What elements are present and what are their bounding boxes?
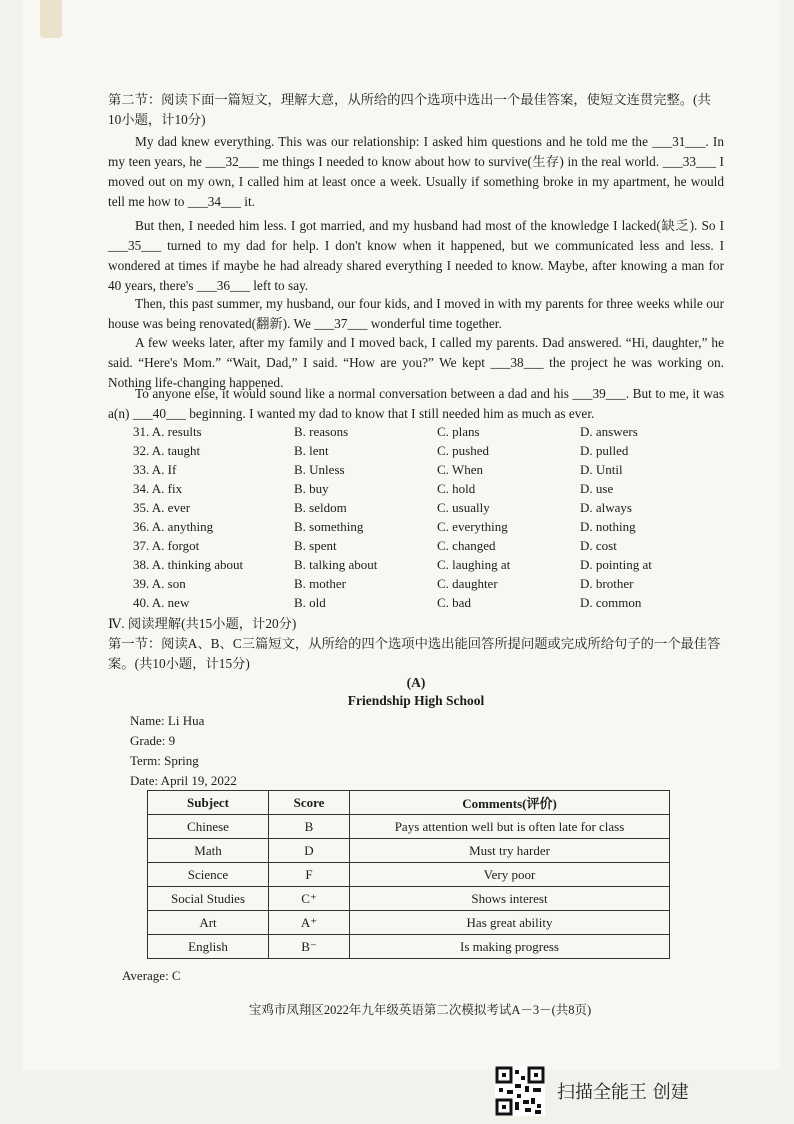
- passage-paragraph: Then, this past summer, my husband, our four kids, and I moved in with my parents for three weeks while our house was being renovated(翻新). We ___37___ wonderful time together.: [108, 296, 724, 331]
- option-row: 39. A. son B. mother C. daughter D. brother: [133, 576, 634, 591]
- table-row: Math D Must try harder: [148, 839, 670, 863]
- section4-subheading: 第一节：阅读A、B、C三篇短文，从所给的四个选项中选出能回答所提问题或完成所给句子的一个最佳答案。(共10小题，计15分): [108, 636, 721, 671]
- binder-clip: [40, 0, 62, 38]
- options-list: [133, 422, 733, 612]
- qr-code-graphic: [495, 1066, 545, 1116]
- table-row: Art A⁺ Has great ability: [148, 911, 670, 935]
- option-row: 31. A. results B. reasons C. plans D. answers: [133, 424, 638, 439]
- scanner-brand-label: 扫描全能王 创建: [557, 1082, 689, 1103]
- option-row: 37. A. forgot B. spent C. changed D. cost: [133, 538, 617, 553]
- qr-code-icon: [495, 1066, 545, 1116]
- table-row: Chinese B Pays attention well but is often late for class: [148, 815, 670, 839]
- info-date: Date: April 19, 2022: [130, 773, 237, 788]
- option-row: 34. A. fix B. buy C. hold D. use: [133, 481, 614, 496]
- passage-paragraph: To anyone else, it would sound like a normal conversation between a dad and his ___39___. But to me, it was a(n) ___40___ beginning. I wanted my dad to know that I still needed him as much as ever.: [108, 386, 724, 421]
- passage-paragraph: A few weeks later, after my family and I moved back, I called my parents. Dad answered. “Hi, daughter,” he said. “Here's Mom.” “Wait, Dad,” I said. “How are you?” We kept ___38___ the project he was working on. Nothing life-changing happened.: [108, 335, 724, 390]
- report-card-table: [147, 790, 670, 959]
- option-row: 33. A. If B. Unless C. When D. Until: [133, 462, 623, 477]
- average-score: Average: C: [122, 968, 181, 983]
- table-row: Social Studies C⁺ Shows interest: [148, 887, 670, 911]
- table-header-row: Subject Score Comments(评价): [148, 791, 670, 815]
- info-grade: Grade: 9: [130, 733, 176, 748]
- option-row: 35. A. ever B. seldom C. usually D. always: [133, 500, 632, 515]
- table-row: Science F Very poor: [148, 863, 670, 887]
- info-name: Name: Li Hua: [130, 713, 205, 728]
- info-term: Term: Spring: [130, 753, 199, 768]
- page-footer: 宝鸡市凤翔区2022年九年级英语第二次模拟考试A－3－(共8页): [248, 1003, 592, 1017]
- school-name: Friendship High School: [347, 693, 485, 708]
- part-label: (A): [406, 675, 426, 690]
- section4-heading: Ⅳ. 阅读理解(共15小题，计20分): [108, 616, 297, 631]
- option-row: 36. A. anything B. something C. everything D. nothing: [133, 519, 636, 534]
- section2-heading: 第二节：阅读下面一篇短文，理解大意，从所给的四个选项中选出一个最佳答案，使短文连贯完整。(共10小题，计10分): [108, 92, 711, 127]
- option-row: 40. A. new B. old C. bad D. common: [133, 595, 642, 610]
- table-row: English B⁻ Is making progress: [148, 935, 670, 959]
- passage-paragraph: But then, I needed him less. I got married, and my husband had most of the knowledge I lacked(缺乏). So I ___35___ turned to my dad for help. I don't know when it happened, but we communicated less and less. I wondered at times if maybe he had already shared everything I needed to know. Maybe, after knowing a man for 40 years, there's ___36___ left to say.: [108, 218, 724, 293]
- option-row: 38. A. thinking about B. talking about C. laughing at D. pointing at: [133, 557, 652, 572]
- option-row: 32. A. taught B. lent C. pushed D. pulled: [133, 443, 629, 458]
- passage-paragraph: My dad knew everything. This was our relationship: I asked him questions and he told me the ___31___. In my teen years, he ___32___ me things I needed to know about how to survive(生存) in the real world. ___33___ I moved out on my own, I called him at least once a week. Usually if something broke in my apartment, he would tell me how to ___34___ it.: [108, 134, 724, 209]
